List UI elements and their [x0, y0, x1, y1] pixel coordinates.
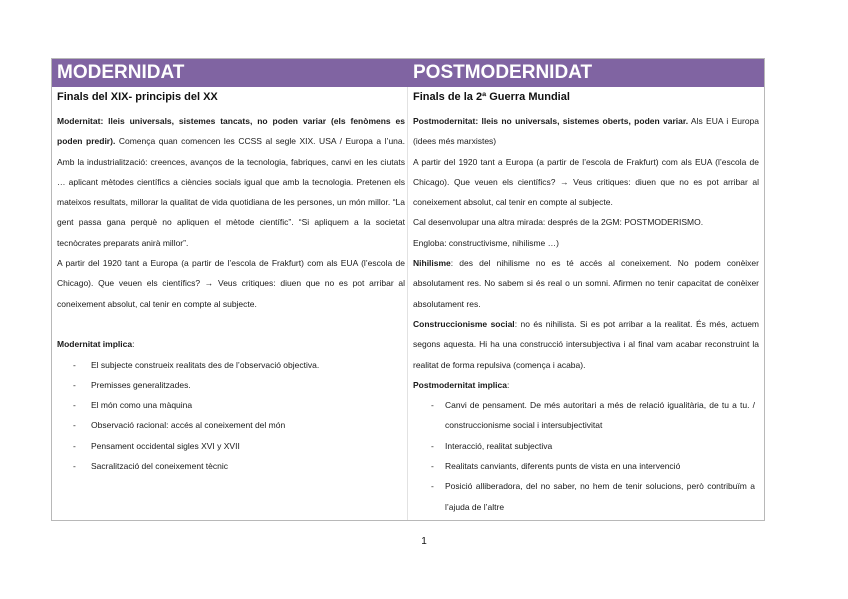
list-item: - Observació racional: accés al coneixement del món: [57, 415, 405, 435]
right-implica-list: [413, 395, 759, 517]
list-item: - Premisses generalitzades.: [57, 375, 405, 395]
left-paragraph-2: A partir del 1920 tant a Europa (a partir de l’escola de Frakfurt) com als EUA (l’escola de Chicago). Que veuen els científics? → Veus critiques: diuen que no es pot arribar al coneixement absolut, cal tenir en compte al subjecte.: [57, 258, 405, 309]
header-postmodernidat: POSTMODERNIDAT: [413, 62, 593, 83]
right-implica-heading: [413, 375, 759, 395]
column-modernidat: [52, 87, 408, 520]
right-implica-colon: :: [507, 379, 510, 390]
right-body: [413, 111, 759, 517]
right-p1-bold: Postmodernitat: lleis no universals, sistemes oberts, poden variar.: [413, 116, 689, 126]
right-paragraph-3: Cal desenvolupar una altra mirada: després de la 2GM: POSTMODERISMO.: [413, 217, 704, 228]
list-item: - El subjecte construeix realitats des de l’observació objectiva.: [57, 355, 405, 375]
left-subtitle: Finals del XIX- principis del XX: [57, 91, 218, 103]
right-p6-bold: Construccionisme social: [413, 318, 515, 329]
right-paragraph-4: Engloba: constructivisme, nihilisme …): [413, 237, 559, 248]
left-implica-list: [57, 355, 405, 477]
right-p5-bold: Nihilisme: [413, 258, 451, 269]
column-postmodernidat: [408, 87, 764, 520]
left-body: [57, 111, 405, 476]
page-number: 1: [421, 536, 427, 547]
left-spacer: [57, 314, 405, 334]
list-item: - El món como una màquina: [57, 395, 405, 415]
left-paragraph-1: [57, 111, 405, 253]
right-paragraph-nihilisme: [413, 253, 759, 314]
left-p1-text: Comença quan comencen les CCSS al segle XIX. USA / Europa a l’una. Amb la industrialització: creences, avanços de la tecnologia, fabriques, canvi en les ciutats … aplicant mètodes científics a ciències socials igual que amb la tecnologia. Pretenen els mateixos resultats, millorar la qualitat de vida quotidiana de les persones, un món millor. “La gent passa gana perquè no apliquen el mètode científic”. “Si apliquem a la societat tecnòcrates preparats anirà millor”.: [57, 136, 405, 248]
list-item: - Canvi de pensament. De més autoritari a més de relació igualitària, de tu a tu. / construccionisme social i intersubjectivitat: [413, 395, 759, 436]
right-paragraph-2: A partir del 1920 tant a Europa (a partir de l’escola de Frakfurt) com als EUA (l’escola de Chicago). Que veuen els científics? → Veus critiques: diuen que no es pot arribar al coneixement absolut, cal tenir en compte al subjecte.: [413, 156, 759, 208]
header-modernidat: MODERNIDAT: [57, 62, 185, 83]
table-header-row: [52, 59, 764, 87]
right-p1-text: Als EUA i Europa (idees més marxistes): [413, 116, 760, 147]
list-item: - Realitats canviants, diferents punts de vista en una intervenció: [413, 456, 759, 476]
left-implica-heading: [57, 334, 405, 354]
right-paragraph-1: [413, 111, 759, 152]
left-p1-bold: Modernitat: lleis universals, sistemes tancats, no poden variar (els fenòmens es poden predir).: [57, 116, 405, 147]
list-item: - Sacralització del coneixement tècnic: [57, 456, 405, 476]
list-item: - Posició alliberadora, del no saber, no hem de tenir solucions, però contribuïm a l’ajuda de l’altre: [413, 476, 759, 517]
right-p5-text: : des del nihilisme no es té accés al coneixement. No podem conèixer absolutament res. No sabem si és real o un somni. Afirmen no tenir capacitat de conèixer absolutament res.: [413, 258, 759, 309]
list-item: - Interacció, realitat subjectiva: [413, 436, 759, 456]
right-subtitle: Finals de la 2ª Guerra Mundial: [413, 91, 570, 103]
list-item: - Pensament occidental sigles XVI y XVII: [57, 436, 405, 456]
right-p6-text: : no és nihilista. Si es pot arribar a la realitat. És més, actuem segons aquesta. Hi ha una construcció intersubjectiva i al final vam acabar reconstruint la realitat de forma repulsiva (comença i acaba).: [413, 318, 760, 370]
right-paragraph-construccionisme: [413, 314, 759, 375]
left-implica-label: Modernitat implica: [57, 339, 133, 350]
left-implica-colon: :: [132, 339, 135, 350]
right-implica-label: Postmodernitat implica: [413, 379, 507, 390]
comparison-table: [51, 58, 765, 521]
